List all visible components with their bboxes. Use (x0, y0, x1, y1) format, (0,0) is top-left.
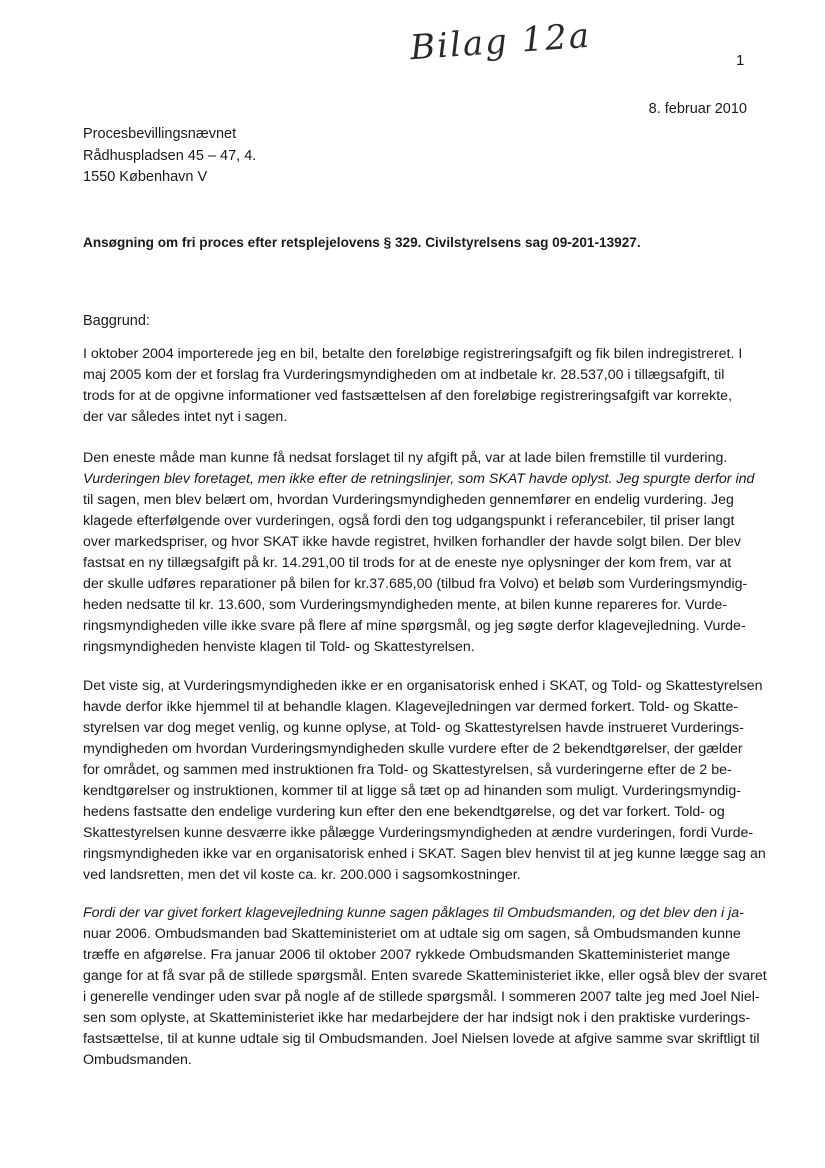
recipient-address (83, 124, 256, 189)
body-line: Det viste sig, at Vurderingsmyndigheden ikke er en organisatorisk enhed i SKAT, og Told- og Skattestyrelsen (83, 678, 763, 694)
body-line: sen som oplyste, at Skatteministeriet ikke har medarbejdere der har indsigt nok i den praktiske vurderings- (83, 1010, 751, 1026)
body-line: ringsmyndigheden ikke var en organisatorisk enhed i SKAT. Sagen blev henvist til at jeg kunne lægge sag an (83, 846, 766, 862)
body-line: myndigheden om hvordan Vurderingsmyndigheden skulle vurdere efter de 2 bekendtgørelser, der gælder (83, 741, 743, 757)
body-line: i generelle vendinger uden svar på nogle af de stillede spørgsmål. I sommeren 2007 talte jeg med Joel Niel- (83, 989, 760, 1005)
body-line: ved landsretten, men det vil koste ca. kr. 200.000 i sagsomkostninger. (83, 867, 521, 883)
body-line: gange for at få svar på de stillede spørgsmål. Enten svarede Skatteministeriet ikke, eller også blev der svaret (83, 968, 767, 984)
body-line: til sagen, men blev belært om, hvordan Vurderingsmyndigheden gennemfører en endelig vurdering. Jeg (83, 492, 734, 508)
body-line: der var således intet nyt i sagen. (83, 409, 288, 425)
body-line: styrelsen var dog meget venlig, og kunne oplyse, at Told- og Skattestyrelsen havde instrueret Vurderings- (83, 720, 744, 736)
body-line: der skulle udføres reparationer på bilen for kr.37.685,00 (tilbud fra Volvo) et beløb som Vurderingsmyndig- (83, 576, 748, 592)
page-number: 1 (736, 52, 745, 69)
subject-line: Ansøgning om fri proces efter retsplejelovens § 329. Civilstyrelsens sag 09-201-13927. (83, 235, 641, 250)
body-line: ringsmyndigheden ville ikke svare på flere af mine spørgsmål, og jeg søgte derfor klagevejledning. Vurde- (83, 618, 746, 634)
body-line: Fordi der var givet forkert klagevejledning kunne sagen påklages til Ombudsmanden, og det blev den i ja- (83, 905, 744, 921)
body-line: trods for at de opgivne informationer ved fastsættelsen af den foreløbige registreringsafgift var korrekte, (83, 388, 733, 404)
body-line: klagede efterfølgende over vurderingen, også fordi den tog udgangspunkt i referancebiler, til priser langt (83, 513, 735, 529)
body-line: for området, og sammen med instruktionen fra Told- og Skattestyrelsen, så vurderingerne efter de 2 be- (83, 762, 732, 778)
body-line: over markedspriser, og hvor SKAT ikke havde registret, hvilken forhandler der havde solgt bilen. Der blev (83, 534, 741, 550)
body-line: træffe en afgørelse. Fra januar 2006 til oktober 2007 rykkede Ombudsmanden Skatteministeriet mange (83, 947, 731, 963)
body-line: kendtgørelser og instruktionen, kommer til at ligge så tæt op ad hinanden som muligt. Vurderingsmyndig- (83, 783, 741, 799)
body-line: fastsættelse, til at kunne udtale sig til Ombudsmanden. Joel Nielsen lovede at afgive samme svar skriftligt til (83, 1031, 760, 1047)
body-line: Den eneste måde man kunne få nedsat forslaget til ny afgift på, var at lade bilen fremstille til vurdering. (83, 450, 728, 466)
body-line: fastsat en ny tillægsafgift på kr. 14.291,00 til trods for at de eneste nye oplysninger der kom frem, var at (83, 555, 732, 571)
section-heading: Baggrund: (83, 313, 150, 329)
body-line: heden nedsatte til kr. 13.600, som Vurderingsmyndigheden mente, at bilen kunne repareres for. Vurde- (83, 597, 728, 613)
body-line: Vurderingen blev foretaget, men ikke efter de retningslinjer, som SKAT havde oplyst. Jeg spurgte derfor ind (83, 471, 755, 487)
body-line: nuar 2006. Ombudsmanden bad Skatteministeriet om at udtale sig om sagen, så Ombudsmanden kunne (83, 926, 741, 942)
recipient-city: 1550 København V (83, 169, 208, 185)
letter-date: 8. februar 2010 (648, 101, 747, 117)
recipient-name: Procesbevillingsnævnet (83, 126, 237, 142)
body-line: Skattestyrelsen kunne desværre ikke pålægge Vurderingsmyndigheden at ændre vurderingen, fordi Vurde- (83, 825, 754, 841)
recipient-street: Rådhuspladsen 45 – 47, 4. (83, 147, 257, 164)
body-line: ringsmyndigheden henviste klagen til Told- og Skattestyrelsen. (83, 639, 475, 655)
body-line: maj 2005 kom der et forslag fra Vurderingsmyndigheden om at indbetale kr. 28.537,00 i tillægsafgift, til (83, 367, 725, 383)
body-line: havde derfor ikke hjemmel til at behandle klagen. Klagevejledningen var dermed forkert. Told- og Skatte- (83, 699, 739, 715)
body-line: I oktober 2004 importerede jeg en bil, betalte den foreløbige registreringsafgift og fik bilen indregistreret. I (83, 346, 743, 362)
handwritten-annotation: Bilag 12a (408, 15, 593, 69)
body-line: hedens fastsatte den endelige vurdering kun efter den ene bekendtgørelse, og det var forkert. Told- og (83, 804, 725, 820)
body-line: Ombudsmanden. (83, 1052, 192, 1068)
